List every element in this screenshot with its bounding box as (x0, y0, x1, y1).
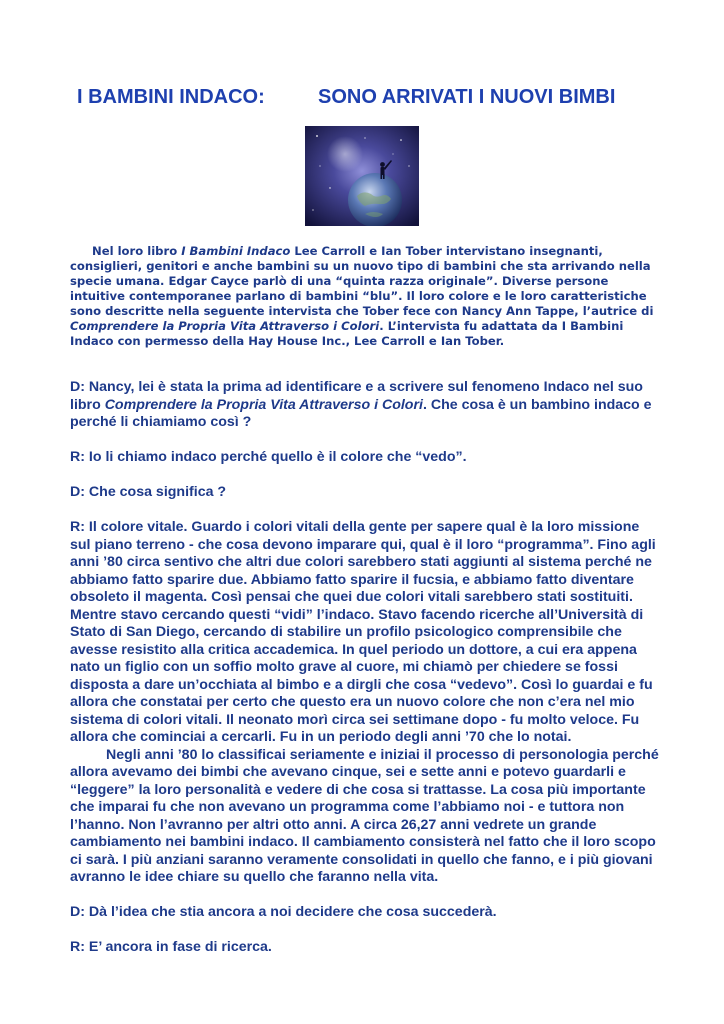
question-2: D: Che cosa significa ? (70, 484, 227, 500)
page-title (0, 86, 724, 116)
book-title-italic-2: Comprendere la Propria Vita Attraverso i Colori (70, 319, 380, 333)
question-1-book-title: Comprendere la Propria Vita Attraverso i Colori (104, 396, 423, 413)
title-part-1: I BAMBINI INDACO: (77, 86, 265, 108)
answer-2-continued (70, 747, 660, 887)
intro-text-e: . L’intervista fu adattata da I Bambini Indaco con permesso della Hay House Inc., Lee Carroll e Ian Tober. (70, 319, 624, 348)
question-1-text-c: . Che cosa è un bambino indaco e perché li chiamiamo così ? (70, 396, 652, 430)
question-1-text-a: D: Nancy, lei è stata la prima ad identificare e a scrivere sul fenomeno Indaco nel suo libro (70, 379, 643, 413)
interview-body (70, 379, 660, 974)
book-title-italic: I Bambini Indaco (181, 244, 291, 258)
question-3: D: Dà l’idea che stia ancora a noi decidere che cosa succederà. (70, 904, 497, 920)
answer-3: R: E’ ancora in fase di ricerca. (70, 939, 272, 955)
intro-text-c: Lee Carroll e Ian Tober intervistano insegnanti, consiglieri, genitori e anche bambini su un nuovo tipo di bambini che sta arrivando nella specie umana. Edgar Cayce parlò di una “quinta razza originale”. Diverse persone intuitive contemporanee parlano di bambini “blu”. Il loro colore e le loro caratteristiche sono descritte nella seguente intervista che Tober fece con Nancy Ann Tappe, l’autrice di (70, 244, 654, 318)
intro-text-a: Nel loro libro (92, 244, 182, 258)
answer-1: R: Io li chiamo indaco perché quello è il colore che “vedo”. (70, 449, 467, 465)
intro-paragraph (70, 244, 660, 349)
answer-2-continued-text: Negli anni ’80 lo classificai seriamente e iniziai il processo di personologia perché allora avevamo dei bimbi che avevano cinque, sei e sette anni e potevo guardarli e “leggere” la loro personalità e vedere di che cosa si trattasse. La cosa più importante che imparai fu che non avevano un programma come l’abbiamo noi - e tuttora non l’hanno. Non l’avranno per altri otto anni. A circa 26,27 anni vedrete un grande cambiamento nei bambini indaco. Il cambiamento consisterà nel fatto che il loro scopo ci sarà. I più anziani saranno veramente consolidati in quello che fanno, e i più giovani avranno le idee chiare su quello che faranno nella vita. (70, 746, 659, 885)
answer-2: R: Il colore vitale. Guardo i colori vitali della gente per sapere qual è la loro missione sul piano terreno - che cosa devono imparare qui, qual è il loro “programma”. Fino agli anni ’80 circa sentivo che altri due colori sarebbero stati aggiunti al sistema perché ne abbiamo fatto sparire due. Abbiamo fatto sparire il fucsia, e abbiamo fatto diventare obsoleto il magenta. Così pensai che quei due colori vitali sarebbero stati sostituiti. Mentre stavo cercando questi “vidi” l’indaco. Stavo facendo ricerche all’Università di Stato di San Diego, cercando di stabilire un profilo psicologico comprensibile che avesse resistito alla critica accademica. In quel periodo un dottore, a cui era appena nato un figlio con un soffio molto grave al cuore, mi chiamò per chiedere se fossi disposta a dare un’occhiata al bimbo e a dirgli che cosa “vedevo”. Così lo guardai e fu allora che constatai per certo che questo era un nuovo colore che non c’era nel mio sistema di colori vitali. Il neonato morì circa sei settimane dopo - fu molto veloce. Fu allora che cominciai a cercarli. Fu in un periodo degli anni ’70 che lo notai. (70, 519, 656, 745)
question-1 (70, 379, 660, 432)
child-standing-on-globe-icon (305, 126, 419, 226)
title-part-2: SONO ARRIVATI I NUOVI BIMBI (318, 86, 616, 108)
